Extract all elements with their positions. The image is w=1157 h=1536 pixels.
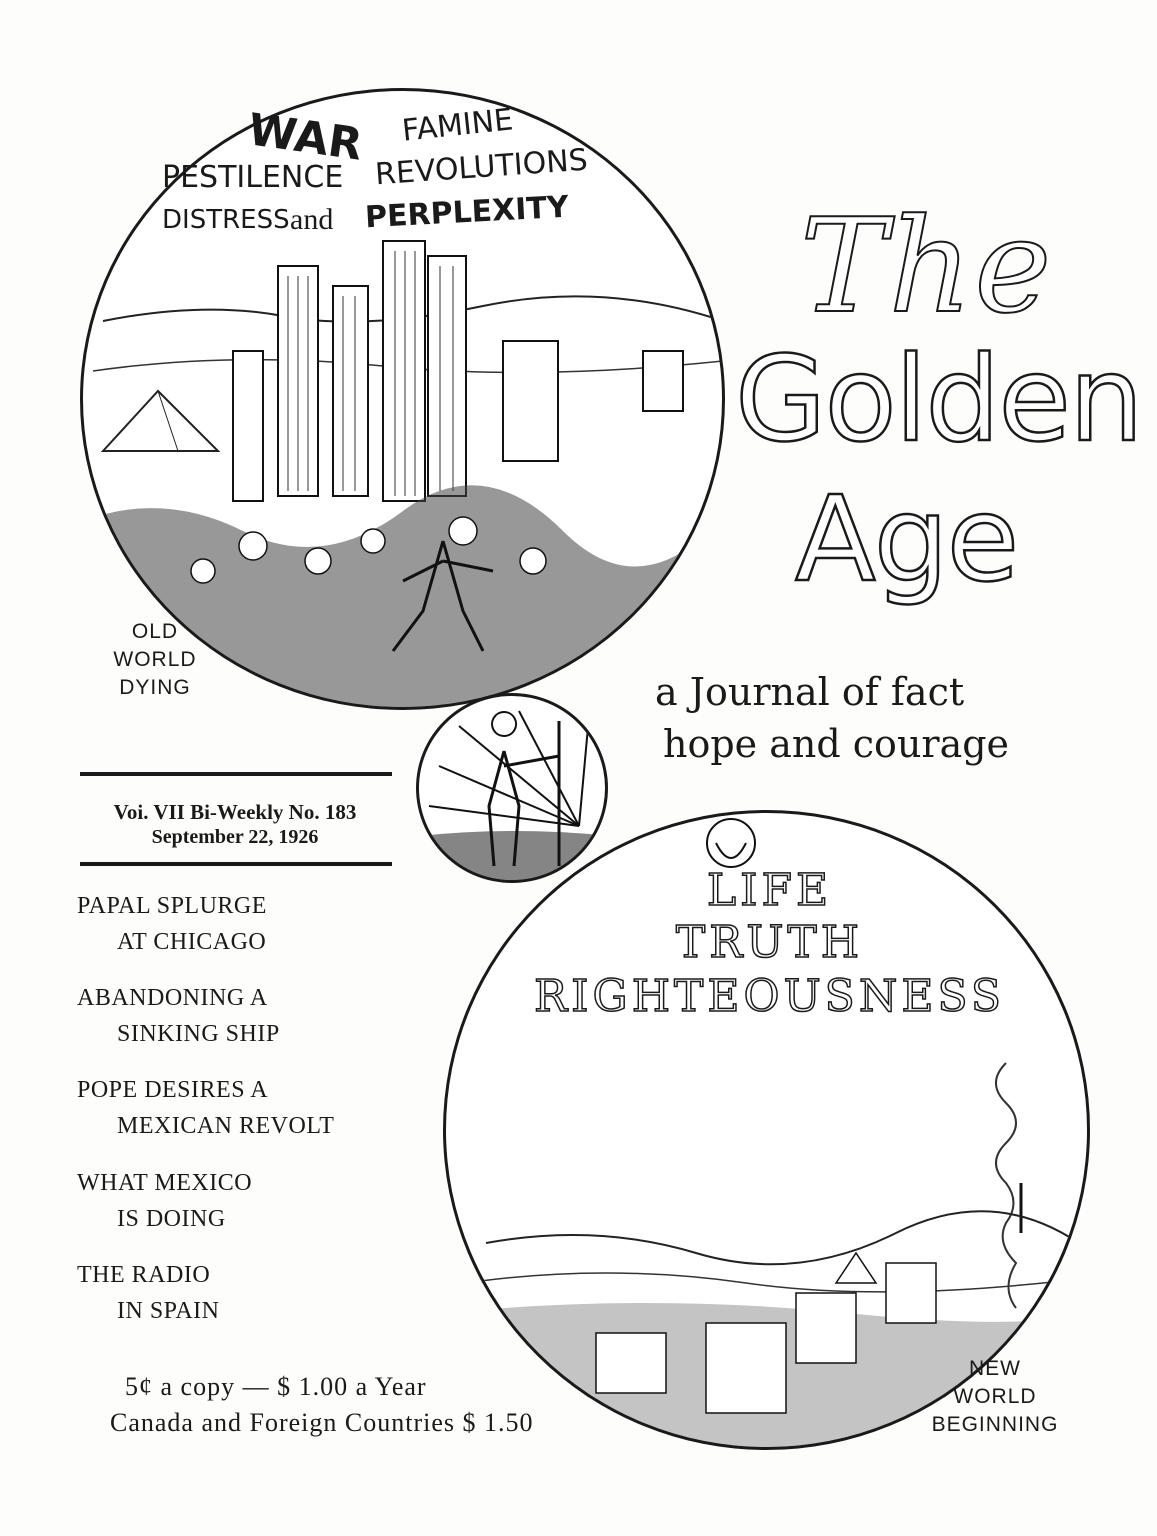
- headline-line: IN SPAIN: [117, 1298, 220, 1324]
- headline-distress: DISTRESS: [162, 205, 290, 235]
- headline-and: and: [290, 203, 334, 236]
- virtue-righteousness: RIGHTEOUSNESS: [534, 971, 1005, 1022]
- old-world-caption: [100, 618, 210, 702]
- headline-revolutions: REVOLUTIONS: [374, 142, 589, 193]
- headline-line: ABANDONING A: [77, 985, 268, 1011]
- headline-line: MEXICAN REVOLT: [117, 1113, 335, 1139]
- title-age: Age: [795, 470, 1018, 608]
- top-rule: [80, 772, 392, 776]
- tagline-line1: a Journal of fact: [655, 670, 965, 714]
- caption-line: DYING: [119, 676, 191, 699]
- headline-perplexity: PERPLEXITY: [364, 189, 570, 236]
- price-line2: Canada and Foreign Countries $ 1.50: [110, 1408, 534, 1437]
- headline-item: [77, 1165, 252, 1237]
- virtue-life: LIFE: [706, 865, 833, 916]
- caption-line: BEGINNING: [931, 1413, 1059, 1436]
- headline-line: AT CHICAGO: [117, 929, 267, 955]
- price-line1: 5¢ a copy — $ 1.00 a Year: [125, 1372, 427, 1401]
- sunrise-medallion: [416, 693, 608, 883]
- issue-date: September 22, 1926: [151, 826, 319, 848]
- title-golden: Golden: [735, 330, 1142, 468]
- headline-line: SINKING SHIP: [117, 1021, 280, 1047]
- headline-item: [77, 888, 267, 960]
- sunrise-figure-drawing: [419, 696, 608, 883]
- headline-line: PAPAL SPLURGE: [77, 893, 267, 919]
- new-world-illustration: [443, 810, 1090, 1450]
- headline-item: [77, 980, 280, 1052]
- new-world-caption: [905, 1355, 1085, 1439]
- headline-famine: FAMINE: [400, 102, 515, 149]
- headline-item: [77, 1257, 219, 1329]
- title-the: The: [800, 190, 1054, 342]
- virtue-truth: TRUTH: [675, 917, 864, 968]
- tagline-line2: hope and courage: [663, 722, 1010, 766]
- headline-pestilence: PESTILENCE: [162, 160, 344, 195]
- headline-item: [77, 1072, 334, 1144]
- headline-line: THE RADIO: [77, 1262, 211, 1288]
- face-icon: [707, 819, 755, 867]
- headline-line: IS DOING: [117, 1206, 226, 1232]
- bottom-rule: [80, 862, 392, 866]
- issue-volume: Voi. VII Bi-Weekly No. 183: [113, 800, 357, 824]
- caption-line: OLD: [131, 620, 179, 643]
- caption-line: WORLD: [953, 1385, 1037, 1408]
- headline-line: WHAT MEXICO: [77, 1170, 253, 1196]
- caption-line: WORLD: [113, 648, 197, 671]
- headline-line: POPE DESIRES A: [77, 1077, 269, 1103]
- caption-line: NEW: [969, 1357, 1021, 1380]
- headline-war: WAR: [245, 104, 366, 171]
